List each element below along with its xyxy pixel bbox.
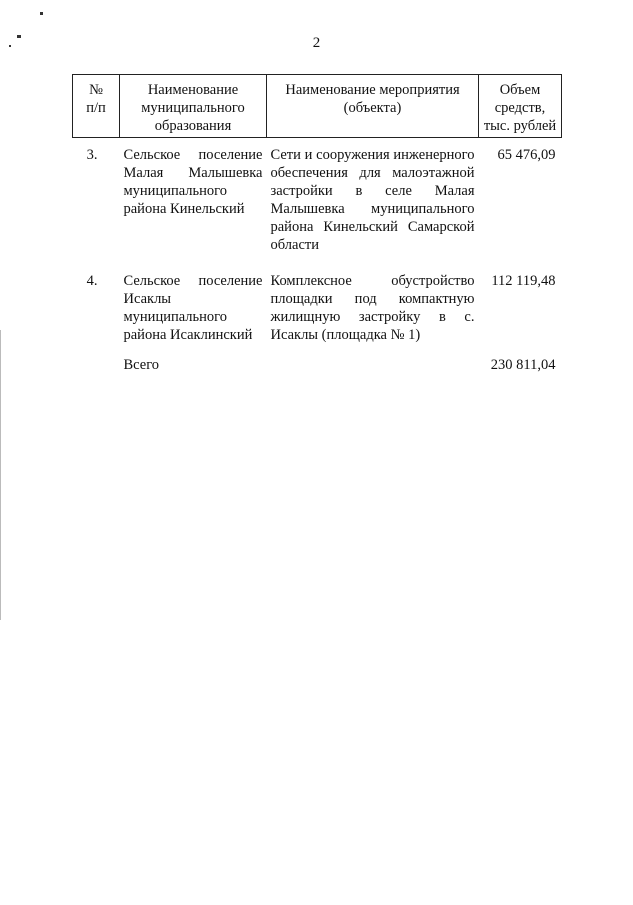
funding-table: [72, 74, 562, 374]
scan-mark: [9, 45, 11, 47]
row-municipality: Сельское поселение Малая Малышевка муниципального района Кинельский: [123, 147, 263, 217]
page-number: 2: [312, 35, 321, 51]
header-municipality: Наименование муниципального образования: [120, 75, 267, 138]
header-event: Наименование мероприятия (объекта): [267, 75, 479, 138]
row-municipality: Сельское поселение Исаклы муниципального района Исаклинский: [123, 273, 263, 343]
header-num: № п/п: [73, 75, 120, 138]
table-row: [73, 138, 562, 265]
scan-mark: [17, 35, 21, 38]
row-amount: 65 476,09: [497, 147, 556, 163]
header-amount: Объем средств, тыс. рублей: [479, 75, 562, 138]
row-event: Сети и сооружения инженерного обеспечения для малоэтажной застройки в селе Малая Малышевка муниципального района Кинельский Самарской области: [270, 147, 475, 253]
total-label: Всего: [123, 357, 160, 373]
scan-edge-line: [0, 330, 1, 620]
total-row: [73, 354, 562, 374]
row-amount: 112 119,48: [491, 273, 556, 289]
scan-mark: [40, 12, 43, 15]
table-header-row: [73, 75, 562, 138]
row-number: 4.: [86, 273, 98, 289]
table-row: [73, 264, 562, 354]
row-number: 3.: [86, 147, 98, 163]
total-amount: 230 811,04: [490, 357, 556, 373]
row-event: Комплексное обустройство площадки под компактную жилищную застройку в с. Исаклы (площадка № 1): [270, 273, 475, 343]
